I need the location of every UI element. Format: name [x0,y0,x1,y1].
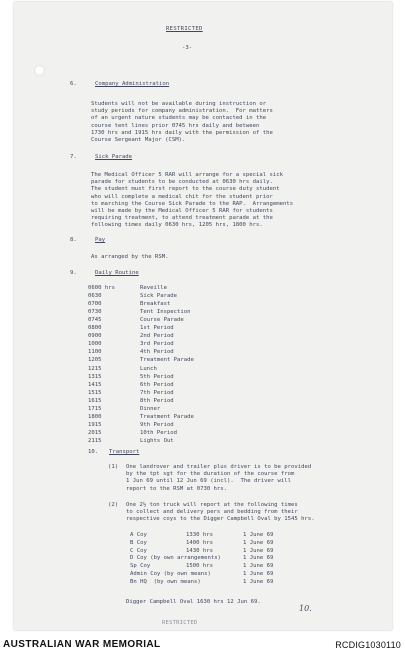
body-line: requiring treatment, to attend treatment parade at the [91,215,273,222]
section-8-number: 8. [70,237,77,243]
schedule-unit: B Coy [130,539,147,546]
schedule-unit: Sp Coy [130,563,151,570]
schedule-date: 1 June 69 [243,547,274,554]
section-10-number: 10. [88,449,99,455]
body-line: Course Sergeant Major (CSM). [91,137,186,144]
schedule-unit: D Coy (by own arrangements) [130,555,221,562]
routine-event: Dinner [140,405,161,412]
routine-event: 4th Period [140,349,174,356]
transport-item-2-number: (2) [108,502,119,508]
document-page [14,2,392,630]
punch-hole [34,65,45,76]
schedule-date: 1 June 69 [243,539,274,546]
routine-time: 1715 [88,405,102,412]
body-line: to collect and delivery pers and bedding from their [126,509,298,516]
routine-time: 0600 hrs [88,285,115,291]
routine-time: 1515 [88,389,102,396]
routine-event: Tent Inspection [140,309,191,316]
body-line: One 2½ ton truck will report at the following times [126,502,298,508]
routine-time: 0900 [88,333,102,340]
body-line: who will complete a medical chit for the student prior [91,193,273,200]
routine-time: 1315 [88,373,102,380]
body-line: will be made by the Medical Officer 5 RAR for students [91,208,273,215]
schedule-date: 1 June 69 [243,563,274,570]
routine-event: 3rd Period [140,341,174,348]
transport-closing-line: Digger Campbell Oval 1630 hrs 12 Jun 69. [126,599,261,605]
section-7-body [91,172,293,230]
routine-event: Lunch [140,365,157,372]
body-line: by the tpt sgt for the duration of the course from [126,471,295,478]
routine-event: Reveille [140,285,167,291]
routine-time: 0700 [88,301,102,308]
section-7-title: Sick Parade [95,154,133,160]
schedule-time: 1430 hrs [186,547,213,554]
schedule-date: 1 June 69 [243,578,274,585]
body-line: parade for students to be conducted at 0630 hrs daily. [91,179,273,186]
routine-event: 2nd Period [140,333,174,340]
section-7-number: 7. [70,154,77,160]
routine-event: 7th Period [140,389,174,396]
body-line: Students will not be available during instruction or [91,101,267,107]
routine-time: 0800 [88,325,102,332]
transport-item-2-body [126,502,315,524]
routine-event: Treatment Parade [140,357,194,364]
section-8-body: As arranged by the RSM. [91,254,169,260]
archive-reference: RCDIG1030110 [335,640,401,650]
routine-event: 5th Period [140,373,174,380]
routine-time: 0630 [88,293,102,300]
classification-header: RESTRICTED [166,26,203,32]
routine-event: Treatment Parade [140,413,194,420]
routine-event: 6th Period [140,381,174,388]
body-line: 1730 hrs and 1915 hrs daily with the permission of the [91,129,273,136]
routine-time: 0745 [88,317,102,324]
routine-event: 1st Period [140,325,174,332]
page-number: -3- [182,45,193,51]
section-9-title: Daily Routine [95,270,139,276]
routine-time: 1205 [88,357,102,364]
schedule-unit: C Coy [130,547,147,554]
routine-time: 0730 [88,309,102,316]
routine-event: 8th Period [140,397,174,404]
schedule-time: 1400 hrs [186,539,213,546]
routine-time: 1000 [88,341,102,348]
classification-footer: RESTRICTED [162,620,198,626]
schedule-unit: A Coy [130,532,147,538]
body-line: of an urgent nature students may be contacted in the [91,115,267,122]
schedule-unit: Bn HQ (by own means) [130,578,201,585]
body-line: to marching the Course Sick Parade to the RAP. Arrangements [91,200,294,207]
archive-name: AUSTRALIAN WAR MEMORIAL [3,639,161,650]
body-line: respective coys to the Digger Campbell Oval by 1545 hrs. [126,516,315,523]
body-line: study periods for company administration. For matters [91,108,273,115]
handwritten-page-number: 10. [299,604,312,613]
section-8-title: Pay [95,237,106,243]
schedule-time: 1500 hrs [186,563,213,570]
archive-footer [0,633,405,654]
routine-event: Breakfast [140,301,171,308]
schedule-date: 1 June 69 [243,555,274,562]
section-6-title: Company Administration [95,81,170,87]
transport-item-1-body [126,464,311,493]
routine-time: 1100 [88,349,102,356]
schedule-unit: Admin Coy (by own means) [130,571,211,577]
body-line: 1 Jun 69 until 12 Jun 69 (incl). The driver will [126,478,292,485]
routine-time: 1915 [88,421,102,428]
body-line: course tent lines prior 0745 hrs daily and between [91,122,260,129]
routine-event: Sick Parade [140,293,178,300]
schedule-time: 1330 hrs [186,532,213,538]
section-9-number: 9. [70,270,77,276]
routine-event: 9th Period [140,421,174,428]
routine-time: 2115 [88,437,102,444]
body-line: The Medical Officer 5 RAR will arrange for a special sick [91,172,283,178]
routine-time: 1415 [88,381,102,388]
body-line: One landrover and trailer plus driver is to be provided [126,464,312,470]
section-6-body [91,101,273,144]
routine-event: Course Parade [140,317,184,324]
routine-time: 1215 [88,365,102,372]
transport-item-1-number: (1) [108,464,119,470]
schedule-date: 1 June 69 [243,532,274,538]
routine-time: 1615 [88,397,102,404]
body-line: following times daily 0630 hrs, 1205 hrs, 1800 hrs. [91,222,263,229]
routine-event: Lights Out [140,437,174,444]
schedule-date: 1 June 69 [243,571,274,577]
body-line: The student must first report to the course duty student [91,186,280,193]
routine-time: 1800 [88,413,102,420]
section-6-number: 6. [70,81,77,87]
routine-event: 10th Period [140,429,178,436]
body-line: report to the RSM at 0730 hrs. [126,485,228,492]
routine-time: 2015 [88,429,102,436]
section-10-title: Transport [109,449,140,455]
